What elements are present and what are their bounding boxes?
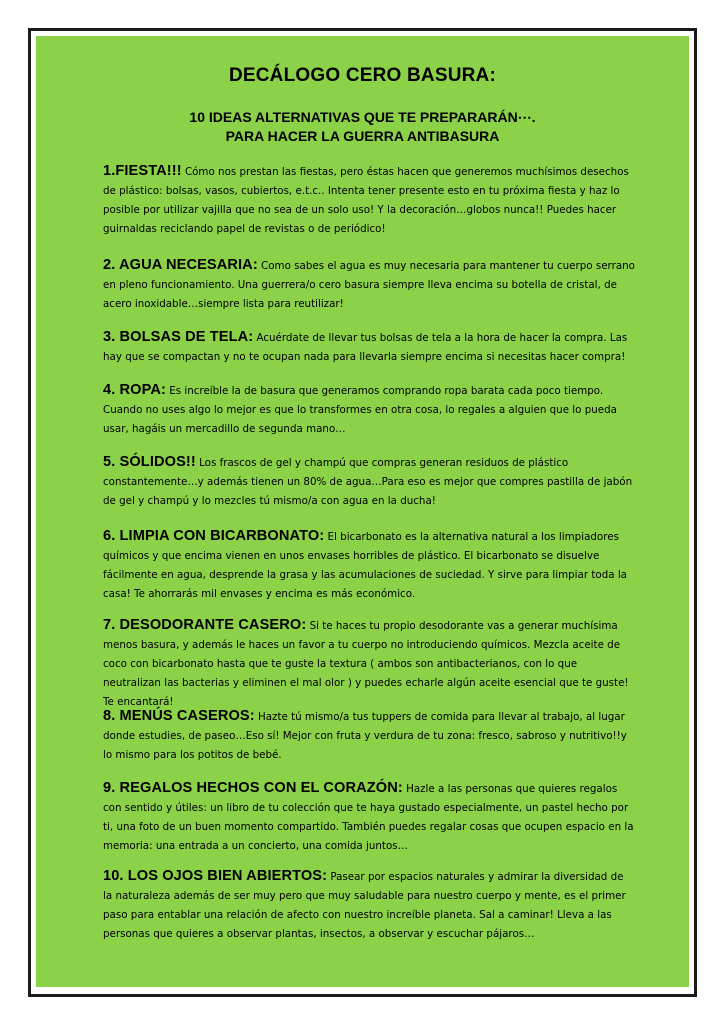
item-heading: 2. AGUA NECESARIA: [103, 257, 258, 273]
document-subtitle [36, 108, 689, 146]
item-heading: 10. LOS OJOS BIEN ABIERTOS: [103, 868, 328, 884]
item-text: Pasear por espacios naturales y admirar la diversidad de la naturaleza además de ser muy pero que muy saludable para nuestro cuerpo y mente, es el primer paso para entablar una relación de afecto con nuestro increíble planeta. Sal a caminar! Lleva a las personas que quieres a observar plantas, insectos, a observar y escuchar pájaros… [103, 871, 626, 940]
item-heading: 6. LIMPIA CON BICARBONATO: [103, 528, 325, 544]
list-item-2-agua [103, 256, 635, 314]
item-text: Los frascos de gel y champú que compras generan residuos de plástico constantemente…y además tienen un 80% de agua…Para eso es mejor que compres pastilla de jabón de gel y champú y lo mezcles tú mismo/a con agua en la ducha! [103, 457, 633, 507]
list-item-5-solidos [103, 453, 635, 511]
item-heading: 7. DESODORANTE CASERO: [103, 617, 307, 633]
item-text: Cómo nos prestan las fiestas, pero éstas hacen que generemos muchísimos desechos de plástico: bolsas, vasos, cubiertos, e.t.c.. Intenta tener presente esto en tu próxima fiesta y haz lo posible por utilizar vajilla que no sea de un solo uso! Y la decoración…globos nunca!! Puedes hacer guirnaldas reciclando papel de revistas o de periódico! [103, 166, 629, 235]
item-text: Como sabes el agua es muy necesaria para mantener tu cuerpo serrano en pleno funcionamiento. Una guerrera/o cero basura siempre lleva encima su botella de cristal, de acero inoxidable…siempre lista para reutilizar! [103, 260, 635, 310]
item-heading: 3. BOLSAS DE TELA: [103, 329, 254, 345]
list-item-7-desodorante [103, 616, 635, 712]
document-title: DECÁLOGO CERO BASURA: [228, 65, 497, 86]
item-heading: 1.FIESTA!!! [103, 163, 182, 179]
item-heading: 5. SÓLIDOS!! [103, 454, 196, 470]
list-item-1-fiesta [103, 162, 635, 239]
subtitle-line-1: 10 IDEAS ALTERNATIVAS QUE TE PREPARARÁN⋯. [189, 109, 536, 125]
item-text: Hazte tú mismo/a tus tuppers de comida para llevar al trabajo, al lugar donde estudies, de paseo…Eso sí! Mejor con fruta y verdura de tu zona: fresco, sabroso y nutritivo!!y lo mismo para los potitos de bebé. [103, 711, 627, 761]
list-item-6-bicarbonato [103, 527, 635, 604]
item-text: Es increíble la de basura que generamos comprando ropa barata cada poco tiempo. Cuando no uses algo lo mejor es que lo transformes en otra cosa, lo regales a alguien que lo pueda usar, hagáis un mercadillo de segunda mano… [103, 385, 617, 435]
list-item-4-ropa [103, 381, 635, 439]
list-item-10-ojos [103, 867, 635, 944]
list-item-8-menus [103, 707, 635, 765]
list-item-9-regalos [103, 779, 635, 856]
list-item-3-bolsas [103, 328, 635, 367]
item-text: Acuérdate de llevar tus bolsas de tela a la hora de hacer la compra. Las hay que se compactan y no te ocupan nada para llevarla siempre encima si necesitas hacer compra! [103, 332, 628, 363]
item-text: El bicarbonato es la alternativa natural a los limpiadores químicos y que encima vienen en unos envases horribles de plástico. El bicarbonato se disuelve fácilmente en agua, desprende la grasa y las acumulaciones de suciedad. Y sirve para limpiar toda la casa! Te ahorrarás mil envases y encima es más económico. [103, 531, 627, 600]
item-heading: 8. MENÚS CASEROS: [103, 708, 255, 724]
item-heading: 4. ROPA: [103, 382, 166, 398]
subtitle-line-2: PARA HACER LA GUERRA ANTIBASURA [225, 128, 500, 144]
item-text: Si te haces tu propio desodorante vas a generar muchísima menos basura, y además le haces un favor a tu cuerpo no introduciendo químicos. Mezcla aceite de coco con bicarbonato hasta que te guste la textura ( ambos son antibacterianos, con lo que neutralizan las bacterias y eliminen el mal olor ) y puedes echarle algún aceite esencial que te guste! Te encantará! [103, 620, 629, 708]
item-text: Hazle a las personas que quieres regalos con sentido y útiles: un libro de tu colección que te haya gustado especialmente, un pastel hecho por ti, una foto de un buen momento compartido. También puedes regalar cosas que ocupen espacio en la memoria: una entrada a un concierto, una comida juntos… [103, 783, 634, 852]
item-heading: 9. REGALOS HECHOS CON EL CORAZÓN: [103, 780, 403, 796]
